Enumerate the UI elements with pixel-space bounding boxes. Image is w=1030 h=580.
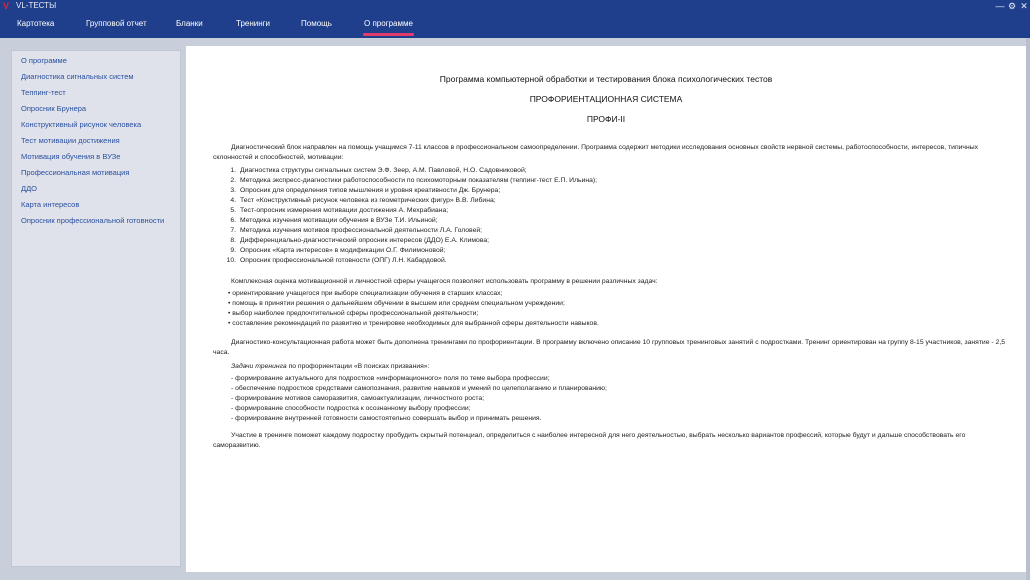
menu-forms[interactable]: Бланки [176,19,203,28]
sidebar [11,50,181,567]
minimize-button[interactable]: — [995,1,1005,11]
list-item: 4. Тест «Конструктивный рисунок человека из геометрических фигур» В.В. Либина; [230,197,496,204]
menu-trainings[interactable]: Тренинги [236,19,271,28]
list-item: - формирование способности подростка к осознанному выбору профессии; [231,405,471,412]
window-title: VL-ТЕСТЫ [16,1,57,10]
list-item: 6. Методика изучения мотивации обучения в ВУЗе Т.И. Ильиной; [230,217,438,224]
sidebar-item-constructive-drawing[interactable]: Конструктивный рисунок человека [21,120,142,129]
main-menu [0,12,1030,38]
system-title: ПРОФОРИЕНТАЦИОННАЯ СИСТЕМА [529,94,683,104]
list-item: • помощь в принятии решения о дальнейшем обучении в высшем или среднем специальном учреждении; [228,300,565,307]
list-item: • выбор наиболее предпочтительной сферы профессиональной деятельности; [228,310,479,317]
list-item: 7. Методика изучения мотивов профессиональной деятельности Л.А. Головей; [230,227,483,234]
list-item: 5. Тест-опросник измерения мотивации достижения А. Мехрабиана; [230,207,449,214]
final-paragraph: Участие в тренинге поможет каждому подростку пробудить скрытый потенциал, определиться с наиболее интересной для него деятельностью, выбрать несколько вариантов профессий, которые будут и дальше способствовать его саморазвитию. [213,432,966,449]
window-titlebar [0,0,1030,12]
intro-paragraph [213,143,1013,163]
settings-icon[interactable]: ⚙ [1007,1,1017,11]
list-item: - обеспечение подростков средствами самопознания, развитие навыков и умений по целеполаганию и планированию; [231,385,607,392]
list-item: 9. Опросник «Карта интересов» в модификации О.Г. Филимоновой; [230,247,446,254]
list-item: 1. Диагностика структуры сигнальных систем Э.Ф. Зеер, А.М. Павловой, Н.О. Садовниковой; [230,167,527,174]
list-item: • ориентирование учащегося при выборе специализации обучения в старших классах; [228,290,503,297]
sidebar-item-interest-map[interactable]: Карта интересов [21,200,80,209]
list-item: - формирование актуального для подростков «информационного» поля по теме выбора профессии; [231,375,550,382]
complex-paragraph: Комплексная оценка мотивационной и личностной сферы учащегося позволяет использовать программу в решении различных задач: [231,278,658,285]
sidebar-item-professional-readiness[interactable]: Опросник профессиональной готовности [21,216,165,225]
list-item: 3. Опросник для определения типов мышления и уровня креативности Дж. Брунера; [230,187,501,194]
training-heading: Задачи тренинга по профориентации «В поисках призвания»: [231,363,430,370]
consult-paragraph: Диагностико-консультационная работа может быть дополнена тренингами по профориентации. В программу включено описание 10 групповых тренинговых занятий с подростками. Тренинг ориентирован на группу 8-15 участников, занятие - 2,5 часа. [213,339,1005,356]
sidebar-item-tapping-test[interactable]: Теппинг-тест [21,88,66,97]
sidebar-item-achievement-motivation[interactable]: Тест мотивации достижения [21,136,120,145]
menu-cards[interactable]: Картотека [17,19,55,28]
sidebar-item-bruner[interactable]: Опросник Брунера [21,104,87,113]
list-item: - формирование мотивов саморазвития, самоактуализации, личностного роста; [231,395,485,402]
app-logo: V [3,1,10,11]
list-item: 8. Дифференциально-диагностический опросник интересов (ДДО) Е.А. Климова; [230,237,490,244]
sidebar-item-signal-systems[interactable]: Диагностика сигнальных систем [21,72,134,81]
menu-about[interactable]: О программе [364,12,413,38]
list-item: 10. Опросник профессиональной готовности (ОПГ) Л.Н. Кабардовой. [226,257,447,264]
menu-group-report[interactable]: Групповой отчет [86,19,147,28]
sidebar-item-study-motivation[interactable]: Мотивация обучения в ВУЗе [21,152,121,161]
program-title: Программа компьютерной обработки и тестирования блока психологических тестов [439,74,773,84]
intro-text: Диагностический блок направлен на помощь учащимся 7-11 классов в профессиональном самоопределении. Программа содержит методики исследования основных свойств нервной системы, работоспособности, интересов, типичных склонностей и способностей, мотивации: [213,144,979,161]
window-right-edge [1026,38,1030,580]
version-title: ПРОФИ-II [586,114,626,124]
close-button[interactable]: ✕ [1020,1,1028,11]
content-panel [186,46,1026,572]
sidebar-item-about[interactable]: О программе [21,56,67,65]
sidebar-item-ddo[interactable]: ДДО [21,184,37,193]
list-item: 2. Методика экспресс-диагностики работоспособности по психомоторным показателям (теппинг-тест Е.П. Ильина); [230,177,598,184]
sidebar-item-professional-motivation[interactable]: Профессиональная мотивация [21,168,130,177]
list-item: • составление рекомендаций по развитию и тренировке необходимых для выбранной сферы деятельности навыков. [228,320,599,327]
menu-help[interactable]: Помощь [301,19,332,28]
list-item: - формирование внутренней готовности самостоятельно совершать выбор и принимать решения. [231,415,542,422]
